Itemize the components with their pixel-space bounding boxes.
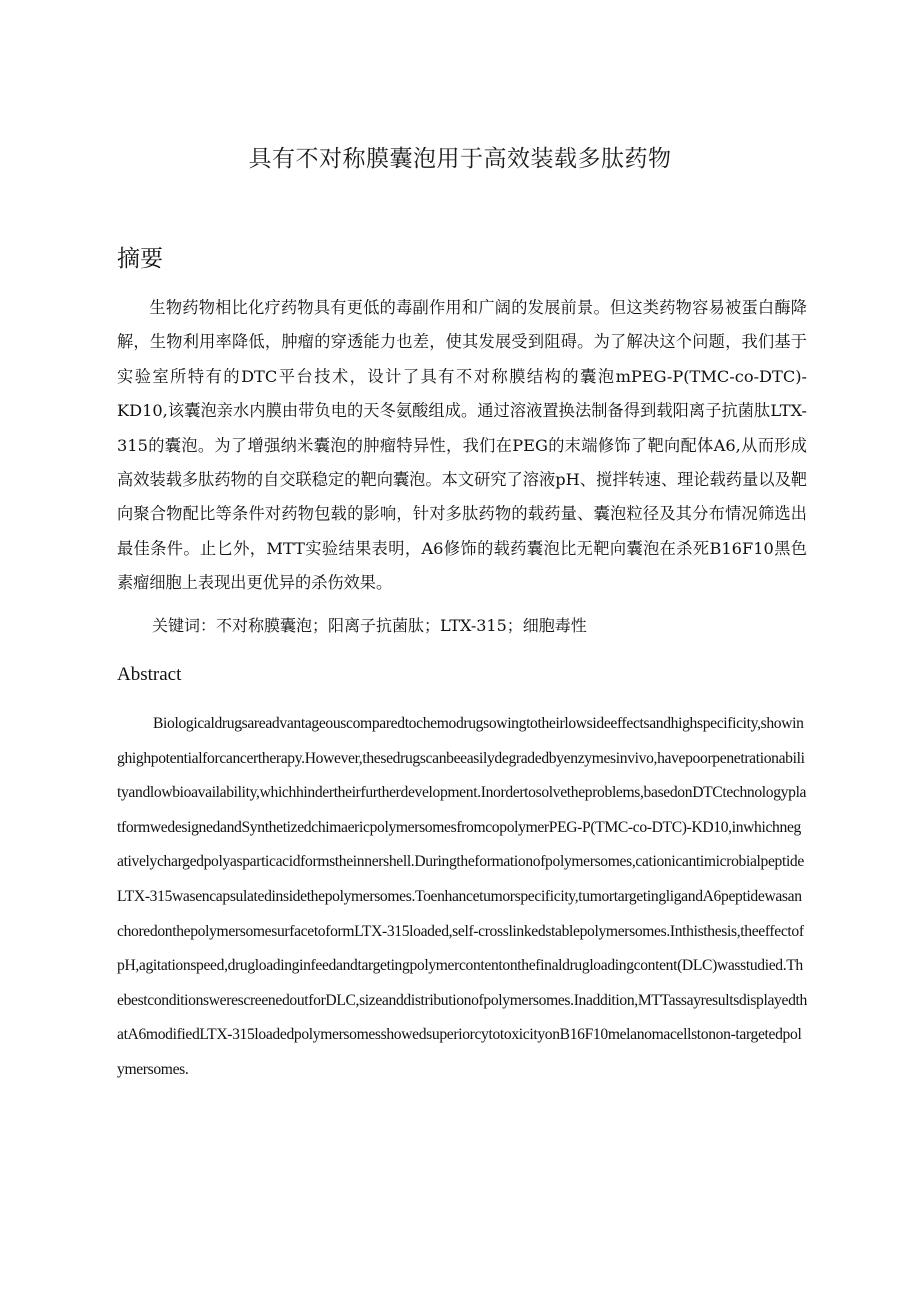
abstract-cn-body: 生物药物相比化疗药物具有更低的毒副作用和广阔的发展前景。但这类药物容易被蛋白酶降解，生物利用率降低，肿瘤的穿透能力也差，使其发展受到阻碍。为了解决这个问题，我们基于实验室所特有的DTC平台技术，设计了具有不对称膜结构的囊泡mPEG-P(TMC-co-DTC)-KD10,该囊泡亲水内膜由带负电的天冬氨酸组成。通过溶液置换法制备得到载阳离子抗菌肽LTX-315的囊泡。为了增强纳米囊泡的肿瘤特异性，我们在PEG的末端修饰了靶向配体A6,从而形成高效装载多肽药物的自交联稳定的靶向囊泡。本文研究了溶液pH、搅拌转速、理论载药量以及靶向聚合物配比等条件对药物包载的影响，针对多肽药物的载药量、囊泡粒径及其分布情况筛选出最佳条件。止匕外，MTT实验结果表明，A6修饰的载药囊泡比无靶向囊泡在杀死B16F10黑色素瘤细胞上表现出更优异的杀伤效果。 — [117, 298, 807, 593]
abstract-en-body: Biologicaldrugsareadvantageouscomparedtochemodrugsowingtotheirlowsideeffectsandhighspecificity,showinghighpotentialforcancertherapy.However,thesedrugscanbeeasilydegradedbyenzymesinvivo,havepoorpenetrationabilityandlowbioavailability,whichhindertheirfurtherdevelopment.Inordertosolvetheproblems,basedonDTCtechnologyplatformwedesignedandSynthetizedchimaericpolymersomesfromcopolymerPEG-P(TMC-co-DTC)-KD10,inwhichnegativelychargedpolyasparticacidformstheinnershell.Duringtheformationofpolymersomes,cationicantimicrobialpeptideLTX-315wasencapsulatedinsidethepolymersomes.Toenhancetumorspecificity,tumortargetingligandA6peptidewasanchoredonthepolymersomesurfacetoformLTX-315loaded,self-crosslinkedstablepolymersomes.Inthisthesis,theeffectofpH,agitationspeed,drugloadinginfeedandtargetingpolymercontentonthefinaldrugloadingcontent(DLC)wasstudied.ThebestconditionswerescreenedoutforDLC,sizeanddistributionofpolymersomes.Inaddition,MTTassayresultsdisplayedthatA6modifiedLTX-315loadedpolymersomesshowedsuperiorcytotoxicityonB16F10melanomacellstonon-targetedpolymersomes. — [117, 715, 807, 1078]
abstract-cn-heading: 摘要 — [117, 246, 163, 272]
abstract-en-heading: Abstract — [117, 664, 182, 685]
paper-title: 具有不对称膜囊泡用于高效装载多肽药物 — [248, 146, 672, 172]
keywords-line: 关键词：不对称膜囊泡；阳离子抗菌肽；LTX-315；细胞毒性 — [152, 616, 587, 635]
